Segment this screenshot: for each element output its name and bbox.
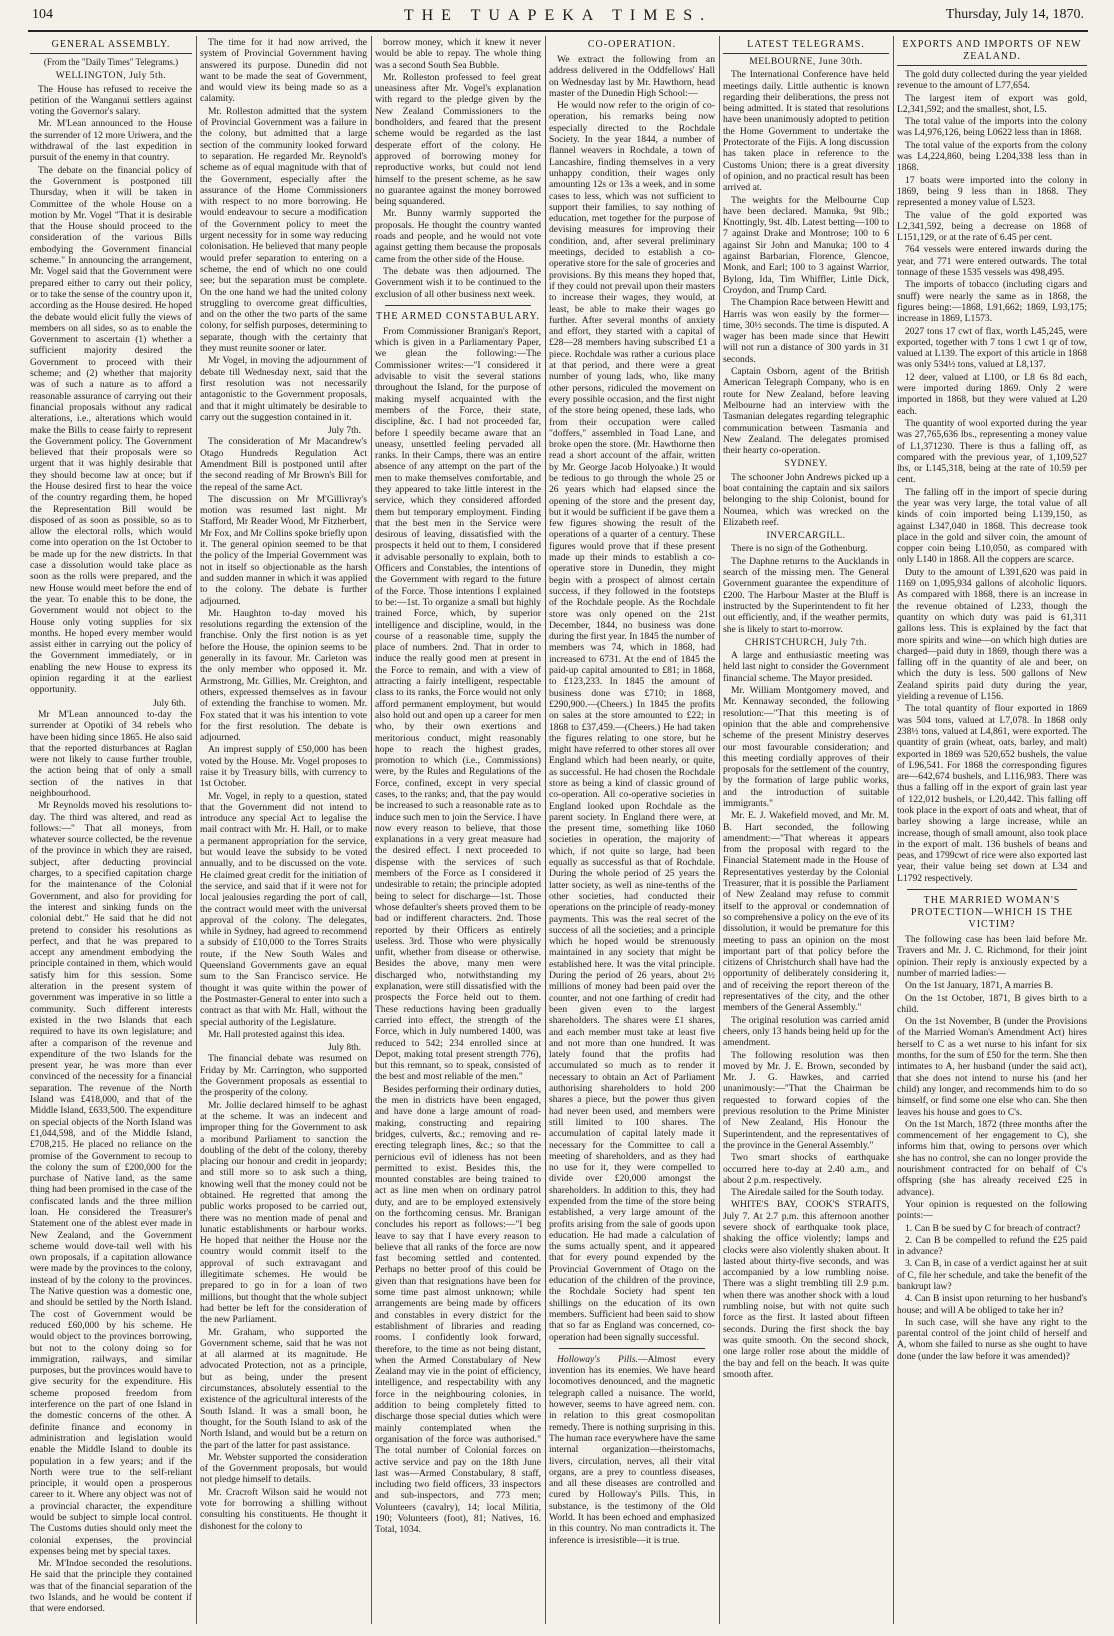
paragraph: 2. Can B be compelled to refund the £25 paid in advance? [897,1234,1087,1258]
paragraph: The following resolution was then moved by Mr. J. E. Brown, seconded by Mr. J. G. Hawkes, and carried unanimously:—"That the Chairman be requested to forward copies of the previous resolution to the Prime Minister of New Zealand, His Honour the Superintendent, and the representatives of the province in the General Assembly." [723,1049,889,1151]
column-latest-telegrams [723,37,889,1622]
masthead [28,0,1088,32]
column-rule [893,36,894,1624]
paragraph: The debate was then adjourned. The Government wish it to be continued to the exclusion of all other business next week. [375,265,541,300]
paragraph: The Daphne returns to the Aucklands in search of the missing men. The General Government guarantee the expenditure of £200. The Harbour Master at the Bluff is instructed by the Superintendent to fit her out efficiently, and, if the weather permits, she is likely to start to-morrow. [723,555,889,635]
paragraph: The falling off in the import of specie during the year was very large, the total value of all kinds of coin imported being L139,150, as against L347,040 in 1868. This decrease took place in the gold and silver coin, the amount of copper coin being L10,050, as compared with only L140 in 1868. All the coppers are scarce. [897,486,1087,566]
paragraph: borrow money, which it knew it never would be able to repay. The whole thing was a second South Sea Bubble. [375,37,541,71]
paragraph: The quantity of wool exported during the year was 27,765,636 lbs., representing a money value of L1,371230. There is thus a falling off, as compared with the previous year, of 1,109,527 lbs, or L145,318, being at the rate of 10.59 per cent. [897,417,1087,486]
paragraph: Mr. Bunny warmly supported the proposals. He thought the country wanted roads and people, and he would not vote against getting them because the proposals came from the other side of the House. [375,208,541,265]
paragraph: The Champion Race between Hewitt and Harris was won easily by the former—time, 30½ seconds. The time is disputed. A wager has been made since that Hewitt will not run a distance of 300 yards in 31 seconds. [723,297,889,365]
advert-text: —Almost every invention has its enemies. We have heard locomotives denounced, and the magnetic telegraph called a nuisance. The world, however, seems to have agreed nem. con. in relation to this great cosmopolitan remedy. There is nothing surprising in this. The human race everywhere have the same internal organization—theirstomachs, livers, circulation, nerves, all their vital organs, are a prey to countless diseases, and all these diseases are controlled and cured by Holloway's Pills. This, in substance, is the testimony of the Old World. It has been echoed and emphasized in this country. No man contradicts it. The inference is irresistible—it is true. [549,1353,715,1546]
paragraph: The time for it had now arrived, the system of Provincial Government having answered its purpose. Dunedin did not want to be made the seat of Government, and would view its being made so as a calamity. [200,37,367,105]
paragraph: Two smart shocks of earthquake occurred here to-day at 2.40 a.m., and about 2 p.m. respectively. [723,1152,889,1186]
paragraph: The original resolution was carried amid cheers, only 13 hands being held up for the amendment. [723,1014,889,1049]
paragraph: 1. Can B be sued by C for breach of contract? [905,1222,1081,1234]
paragraph: 4. Can B insist upon returning to her husband's house; and will A be obliged to take her in? [897,1293,1087,1316]
paragraph: Mr. Cracroft Wilson said he would not vote for borrowing a shilling without consulting his constituents. He thought it dishonest for the colony to [200,1486,367,1532]
dateline: WELLINGTON, July 5th. [55,71,167,82]
paragraph: The largest item of export was gold, L2,341,592; and the smallest, shot, L5. [897,92,1087,115]
column-rule [545,36,546,1624]
paragraph: Mr. Vogel, in reply to a question, stated that the Government did not intend to introduce any special Act to legalise the mail contract with Mr. H. Hall, or to make a permanent appropriation for the service, but would leave the subsidy to be voted annually, and to be discussed on the vote. He claimed great credit for the initiation of the service, and said that if it were not for local jealousies regarding the port of call, the contract would meet with the universal approval of the colony. The delegates, while in Sydney, had agreed to recommend a subsidy of £10,000 to the Torres Straits route, if the New South Wales and Queensland Governments gave an equal sum to the San Francisco service. He thought it was quite within the power of the Postmaster-General to enter into such a contract as that with Mr. Hall, without the special authority of the Legislature. [200,790,367,1028]
paragraph: Mr Reynolds moved his resolutions to-day. The third was altered, and read as follows:—" That all moneys, from whatever source collected, be the revenue of the province in which they are raised, subject, after deducting provincial charges, to a specified capitation charge for the maintenance of the Colonial Government, and also for providing for the interest and sinking funds on the colonial debt." He said that he did not pretend to consider his resolutions as perfect, and that he was prepared to accept any amendment embodying the principle contained in them, which would satisfy him for this session. Some alteration in the present system of government was imperative in so little a community. Such different interests existed in the two Islands that each required to have its own legislature; and after a comparison of the revenue and expenditure of the two Islands for the present year, he was more than ever convinced of the necessity for a financial separation. The revenue of the North Island was £418,000, and that of the Middle Island, £633,500. The expenditure on special objects of the North Island was £1,044,598, and of the Middle Island, £708,215. He placed no reliance on the promise of the Government to recoup to the colony the sum of £200,000 for the purchase of Native land, as the same thing had been promised in the case of the confiscated lands and the three million loan. He considered the Treasurer's Statement one of the ablest ever made in New Zealand, and the Government scheme would dove-tail well with his own proposals, if a capitation allowance were made by the provinces to the colony, instead of by the colony to the provinces. The Native question was a domestic one, and should be settled by the North Island. The cost of Government would be reduced £60,000 by his scheme. He would object to the provinces borrowing, but not to the colony doing so for immigration, railways, and similar purposes, but the provinces would have to give security for the expenditure. His scheme proposed freedom from interference on the part of one Island in the domestic concerns of the other. A definite finance and economy in administration and legislation would enable the Middle Island to double its population in a few years; and if the North were true to the self-reliant principle, it would open a prosperous career to it. Where any object was not of a provincial character, the expenditure would be subject to simple local control. The Customs duties should only meet the colonial expenses, the provincial expenses being met by special taxes. [30,800,192,1557]
paragraph: The total value of the imports into the colony was L4,976,126, being L0622 less than in 1868. [897,116,1087,139]
paragraph: We extract the following from an address delivered in the Oddfellows' Hall on Wednesday last by Mr. Hawthorn, head master of the Dunedin High School:— [549,54,715,99]
paragraph: Mr. M'Indoe seconded the resolutions. He said that the principle they contained was that of the financial separation of the two Islands, and he would be content if that were endorsed. [30,1558,192,1615]
paragraph: The Airedale sailed for the South today. [731,1187,884,1199]
paragraph: On the 1st November, B (under the Provisions of the Married Woman's Amendment Act) hires herself to C as a wet nurse to his infant for six months, for the sum of £50 for the term. She then intimates to A, her husband (under the said act), that she does not intend to nurse his (and her child) any longer, and recommends him to do so himself, or find some one else who can. She then leaves his house and goes to C's. [897,1016,1087,1118]
paragraph: From Commissioner Branigan's Report, which is given in a Parliamentary Paper, we glean the following:—The Commissioner writes:—"I considered it advisable to visit the several stations throughout the Island, for the purpose of making myself acquainted with the members of the Force, their state, discipline, &c. I had not proceeded far, before I speedily became aware that an uneasy, unsettled feeling pervaded all ranks. In their Camps, there was an entire absence of any attempt on the part of the men to make themselves comfortable, and they appeared to take little interest in the service, which they considered afforded them but temporary employment. Finding that the best men in the Service were desirous of leaving, dissatisfied with the prospects it held out to them, I considered it advisable personally to explain, both to Officers and Constables, the intentions of the Government with regard to the future of the Force. Those intentions I explained to be:—1st. To organize a small but highly trained Force, which, by superior intelligence and discipline, would, in the course of a reasonable time, supply the place of numbers. 2nd. That in order to induce the really good men at present in the Force to remain, and with a view of attracting a fairly intelligent, respectable class to its ranks, the Force would not only afford permanent employment, but would also hold out and open up a career for men who, by their own exertions and meritorious conduct, might reasonably hope to reach the highest grades, promotion to which (i.e., Commissions) were, by the Rules and Regulations of the Force, confined, except in very special cases, to the ranks; and, that the pay would be increased to such a reasonable rate as to induce such men to join the Service. I have now every reason to believe, that those explanations in a very great measure had the desired effect. I next proceeded to dispense with the services of such members of the Force as I considered it undesirable to retain; the principle adopted being to select for discharge—1st. Those whose defaulter's sheets proved them to be bad or indifferent characters. 2nd. Those reported by their Officers as entirely useless. 3rd. Those who were physically unfit, whether from disease or otherwise. Besides the above, many men were discharged who, notwithstanding my explanation, were still dissatisfied with the prospects the Force held out to them. These reductions having been gradually carried into effect, the strength of the Force, which in July numbered 1400, was reduced to 542; 234 enrolled since at Depot, making total present strength 776), but this remnant, so to speak, consisted of the best and most reliable of the men." [375,325,541,1083]
article-heading: GENERAL ASSEMBLY. [30,39,192,54]
paragraph: Mr. Rolleston professed to feel great uneasiness after Mr. Vogel's explanation with regard to the pledge given by the New Zealand Commissioners to the bondholders, and feared that the present scheme would be regarded as the last desperate effort of the colony. He approved of borrowing money for reproductive works, but could not lend himself to the present scheme, as he saw no guarantee against the money borrowed being squandered. [375,71,541,208]
paragraph: The value of the gold exported was L2,341,592, being a decrease on 1868 of L151,129, or at the rate of 6.45 per cent. [897,209,1087,244]
paragraph: In such case, will she have any right to the parental control of the joint child of herself and A, whom she failed to nurse as she ought to have done (under the law before it was amended)? [897,1316,1087,1362]
paragraph: The total value of the exports from the colony was L4,224,860, being L204,338 less than in 1868. [897,139,1087,174]
dateline: July 7th. [327,425,361,437]
paragraph: 12 deer, valued at L100, or L8 6s 8d each, were imported during 1869. Only 2 were imported in 1868, but they were valued at L20 each. [897,371,1087,417]
paragraph: Besides performing their ordinary duties, the men in districts have been engaged, and have done a large amount of road-making, constructing and repairing bridges, culverts, &c.; removing and re-erecting telegraph lines, &c.; so that the pernicious evil of idleness has not been permitted to exist. Besides this, the mounted constables are being trained to act as line men when on ordinary patrol duty, and are to be employed extensively on the forthcoming census. Mr. Branigan concludes his report as follows:—"I beg leave to say that I have every reason to believe that all ranks of the force are now fast becoming settled and contented. Perhaps no better proof of this could be given than that resignations have been for some time past almost unknown; while arrangements are being made by officers and constables in every district for the establishment of libraries and reading rooms. I confidently look forward, therefore, to the time as not being distant, when the Armed Constabulary of New Zealand may vie in the point of efficiency, intelligence, and respectability with any force in the neighbouring colonies, in addition to being completely fitted to discharge those special duties which were mainly contemplated when the organisation of the force was authorised." The total number of Colonial forces on active service and pay on the 18th June last was—Armed Constabulary, 8 staff, including two field officers, 33 inspectors and sub-inspectors, and 773 men; Volunteers (cavalry), 14; local Militia, 190; Volunteers (foot), 81; Natives, 16. Total, 1034. [375,1083,541,1536]
paragraph: The House has refused to receive the petition of the Wanganui settlers against voting the Governor's salary. [30,83,192,118]
newspaper-title: THE TUAPEKA TIMES. [403,7,713,24]
paragraph: The imports of tobacco (including cigars and snuff) were nearly the same as in 1868, the figures being:—1868, L91,662; 1869, L93,175; increase in 1869, L1573. [897,279,1087,325]
advertisement [549,1354,715,1546]
dateline: CHRISTCHURCH, July 7th. [744,637,868,648]
paragraph: 17 boats were imported into the colony in 1869, being 9 less than in 1868. They represented a money value of L523. [897,174,1087,209]
paragraph: Duty to the amount of L391,620 was paid in 1169 on 1,095,934 gallons of alcoholic liquors. As compared with 1868, there is an increase in the revenue obtained of L233, though the quantity on which duty was paid is 61,311 gallons less. This is explained by the fact that more spirits and wine—on which high duties are charged—paid duty in 1869, though there was a falling off in the quantity of ale and beer, on which the duty is less. 500 gallons of New Zealand spirits paid duty during the year, yielding a revenue of L156. [897,566,1087,703]
paragraph: Mr. Graham, who supported the Government scheme, said that he was not at all alarmed at its magnitude. He advocated Protection, not as a principle, but as being, under the present circumstances, absolutely essential to the existence of the agricultural interests of the South Island. It was a small boon, he thought, for the South Island to ask of the North Island, and would but be a return on the part of the latter for past assistance. [200,1326,367,1451]
dateline: July 6th. [152,697,186,709]
paragraph: On the 1st October, 1871, B gives birth to a child. [897,992,1087,1015]
article-heading: EXPORTS AND IMPORTS OF NEW ZEALAND. [897,39,1087,66]
column-rule [196,36,197,1624]
dateline: July 8th. [327,1042,361,1054]
paragraph: On the 1st March, 1872 (three months after the commencement of her engagement to C), she informs him that, owing to persons over which she has no control, she can no longer provide the nourishment contracted for on behalf of C's offspring (she has already received £25 in advance). [897,1118,1087,1198]
paragraph: Mr. Webster supported the consideration of the Government proposals, but would not pledge himself to details. [200,1451,367,1486]
dateline: MELBOURNE, June 30th. [749,57,863,67]
paragraph: Mr. Hall protested against this idea. [208,1028,345,1040]
paragraph: The discussion on Mr M'Gillivray's motion was resumed last night. Mr Stafford, Mr Reader Wood, Mr Fitzherbert, Mr Fox, and Mr Collins spoke briefly upon it. The general opinion seemed to be that the policy of the Imperial Government was not in itself so objectionable as the harsh and sudden manner in which it was applied to the colony. The debate is further adjourned. [200,493,367,607]
column-armed-constabulary [375,37,541,1622]
paragraph: WHITE'S BAY, COOK'S STRAITS, July 7. At 2.7 p.m. this afternoon another severe shock of earthquake took place, shaking the office violently; lamps and clocks were also violently shaken about. It lasted about thirty-five seconds, and was accompanied by a low rumbling noise. There was a slight trembling till 2.9 p.m. when there was another shock with a loud rumbling noise, but with not quite such force as the first. It lasted about fifteen seconds. During the first shock the bay was quite smooth. On the second shock, one large roller rose about the middle of the bay and fell on the beach. It was quite smooth after. [723,1199,889,1380]
article-source: (From the "Daily Times" Telegrams.) [43,57,179,67]
paragraph: 764 vessels were entered inwards during the year, and 771 were entered outwards. The total tonnage of these 1535 vessels was 498,495. [897,244,1087,279]
paragraph: Your opinion is requested on the following points:— [897,1198,1087,1222]
paragraph: Mr. M'Lean announced to the House the surrender of 12 more Uriwera, and the withdrawal of the last expedition in pursuit of the enemy in that country. [30,118,192,164]
dateline: INVERCARGILL. [766,531,846,542]
paragraph: The weights for the Melbourne Cup have been declared. Manuka, 9st 9lb.; Knottingly, 9st. 4lb. Latest betting—100 to 7 against Drake and Montrose; 100 to 6 against Sir John and Manuka; 100 to 4 against Barbarian, Florence, Glencoe, Monk, and Earl; 100 to 3 against Warrior, Bylong, Ida, Tim Whiffler, Little Dick, Croydon, and Trump Card. [723,194,889,296]
issue-date: Thursday, July 14, 1870. [945,7,1084,22]
paragraph: Mr. William Montgomery moved, and Mr. Kennaway seconded, the following resolution:—"That this meeting is of opinion that the able and comprehensive scheme of the present Ministry deserves our most favourable consideration; and this meeting cordially approves of their proposals for the settlement of the country, by the formation of large public works, and the introduction of suitable immigrants." [723,685,889,809]
paragraph: Captain Osborn, agent of the British American Telegraph Company, who is en route for New Zealand, before leaving Melbourne had an interview with the Tasmanian delegates regarding telegraphic communication between Tasmania and New Zealand. The delegates promised their hearty co-operation. [723,366,889,457]
paragraph: The debate on the financial policy of the Government is postponed till Thursday, when it will be taken in Committee of the whole House on a motion by Mr. Vogel "That it is desirable that the House should proceed to the consideration of the various Bills embodying the Government financial scheme." In announcing the arrangement, Mr. Vogel said that the Government were prepared either to carry out their policy, or to take the sense of the country upon it, according as the House desired. He hoped the debate would elicit fully the views of members on all sides, so as to enable the Government to ascertain (1) whether a sufficient majority desired the Government to proceed with their scheme; and (2) whether that majority was of such a nature as to afford a reasonable assurance of carrying out their financial proposals without any radical alterations, i.e., alterations which would make the Bills to cease fairly to represent the Government policy. The Government believed that their proposals were so urgent that it was highly desirable that they should become law at once; but if the House desired first to hear the voice of the country regarding them, he hoped the Representation Bill would be disposed of as soon as possible, so as to allow the electoral rolls, which would come into operation on the 1st October to be made up for the new districts. In that case a dissolution would take place as soon as the rolls were prepared, and the new House would meet before the end of the year. To enable this to be done, the Government would not object to the House only voting supplies for six months. He hoped every member would assist either in carrying out the policy of the Government immediately, or in enabling the new House to express its opinion regarding it at the earliest opportunity. [30,164,192,696]
divider [907,889,1077,890]
paragraph: The consideration of Mr Macandrew's Otago Hundreds Regulation Act Amendment Bill is postponed until after the second reading of Mr Brown's Bill for the repeal of the same Act. [200,436,367,493]
column-co-operation [549,37,715,1622]
advert-title: Holloway's Pills. [557,1353,638,1365]
divider [559,1348,705,1349]
paragraph: Mr. Rolleston admitted that the system of Provincial Government was a failure in the colony, but admitted that a large section of the community looked forward to separation. He regarded Mr. Reynold's scheme as of equal magnitude with that of the Government, especially after the assurance of the Home Commissioners with respect to no more borrowing. He would endeavour to secure a modification of the Government policy to meet the urgent necessity for in some way reducing colonisation. He believed that many people would prefer separation to entering on a scheme, the end of which no one could see; but the separation must be complete. On the one hand we had the united colony struggling to overcome great difficulties, and on the other the two parts of the same colony, for selfish purposes, determining to separate, though with the certainty that they must reunite sooner or later. [200,105,367,355]
paragraph: Mr M'Lean announced to-day the surrender at Opotiki of 34 rebels who have been hiding since 1865. He also said that the reported disturbances at Raglan were not likely to cause further trouble, the action being that of only a small section of the natives in that neighbourhood. [30,708,192,799]
paragraph: Mr. Haughton to-day moved his resolutions regarding the extension of the franchise. Only the first notion is as yet before the House, the opinion seems to be generally in its favour. Mr. Carleton was the only member who opposed it. Mr. Armstrong, Mr. Gillies, Mr. Creighton, and others, expressed themselves as in favour of extending the franchise to women. Mr. Fox stated that it was his intention to vote for the first resolution. The debate is adjourned. [200,607,367,744]
paragraph: The schooner John Andrews picked up a boat containing the captain and six sailors belonging to the ship Colonist, bound for Noumea, which was wrecked on the Elizabeth reef. [723,471,889,528]
paragraph: The total quantity of flour exported in 1869 was 504 tons, valued at L7,078. In 1868 only 238½ tons, valued at L4,861, were exported. The quantity of grain (wheat, oats, barley, and malt) exported in 1869 was 520,652 bushels, the value of L96,541. For 1868 the corresponding figures are—642,674 bushels, and L116,983. There was thus a falling off in the export of grain last year of 122,012 bushels, or L20,442. This falling off took place in the export of oats and wheat, that of barley showing a large increase, while an increase, though of small amount, also took place in the export of malt. 136 bushels of beans and peas, and 1799cwt of rice were also exported last year, their value being set down at L34 and L1792 respectively. [897,703,1087,884]
article-heading: THE MARRIED WOMAN'S PROTECTION—WHICH IS THE VICTIM? [910,895,1074,931]
paragraph: He would now refer to the origin of co-operation, his remarks being now especially directed to the Rochdale Society. In the year 1844, a number of flannel weavers in Rochdale, a town of Lancashire, finding themselves in a very unhappy condition, their wages only amounting 12s or 13s a week, and in some cases to less, which was not sufficient to support their families, to say nothing of education, met together for the purpose of devising measures for improving their condition, and, after several preliminary meetings, decided to establish a co-operative store for the sale of groceries and provisions. By this means they hoped that, if they could not prevail upon their masters to increase their wages, they would, at least, be able to make their wages go further. After several months of anxiety and effort, they started with a capital of £28—28 members having subscribed £1 a piece. Rochdale was rather a curious place at that period, and there were a great number of young lads, who, like many other persons, ridiculed the movement on every possible occasion, and the first night of the store being opened, these lads, who from their occupation were called "doffers," assembled in Toad Lane, and broke open the store. (Mr. Hawthorne then read a short account of the affair, written by Mr. George Jacob Holyoake.) It would be tedious to go through the whole 25 or 26 years which had elapsed since the opening of the store and the present day, but it would be sufficient if be gave them a few figures showing the result of the operations of a quarter of a century. These figures would prove that if these present made up their minds to establish a co-operative store in Dunedin, they might begin with a prospect of almost certain success, if they followed in the footsteps of the Rochdale people. As the Rochdale store was only opened on the 21st December, 1844, no business was done during the first year. In 1845 the number of members was 74, which in 1868, had increased to 6731. At the end of 1845 the paid-up capital amounted to £81; in 1868, to £123,233. In 1845 the amount of business done was £710; in 1868, £290,900.—(Cheers.) In 1845 the profits on sales at the store amounted to £22; in 1868 to £37,459.—(Cheers.) He had taken the figures relating to one store, but he might have referred to other stores all over England which had been nearly, or quite, as successful. He had chosen the Rochdale store as being a kind of classic ground of co-operation. All co-operative societies in England looked upon Rochdale as the parent society. In England there were, at the present time, something like 1060 societies in operation, the majority of which, if not quite so large, had been equally as successful as that of Rochdale. During the whole period of 25 years the latter society, as well as nine-tenths of the other societies, had conducted their operations on the principle of ready-money payments. This was the real secret of the success of all the societies; and a principle which he hoped would be strenuously maintained in any society that might be established here. It was the vital principle. During the period of 26 years, about 2½ millions of money had been paid over the counter, and not one farthing of credit had been given even to the largest shareholders. The shares were £1 shares, and each member must take at least five and not more than one hundred. It was lately found that the profits had accumulated so much as to render it necessary to obtain an Act of Parliament authorising shareholders to hold 200 shares a piece, but the power thus given had never been used, and members were still limited to 100 shares. The accumulation of capital lately made it necessary for the Committee to call a meeting of shareholders, and as they had no use for it, they were compelled to divide over £20,000 amongst the shareholders. In addition to this, they had expended from the time of the store being established, a very large amount of the profits arising from the sale of goods upon education. He had made a calculation of the sums actually spent, and it appeared that for every pound expended by the Provincial Government of Otago on the education of the children of the province, the Rochdale Society had spent ten shillings on the education of its own members. Sufficient had been said to show that so far as England was concerned, co-operation had been signally successful. [549,100,715,1343]
paragraph: 2027 tons 17 cwt of flax, worth L45,245, were exported, together with 7 tons 1 cwt 1 qr of tow, valued at L139. The export of this article in 1868 was only 534½ tons, valued at L8,137. [897,325,1087,371]
paragraph: Mr. Jollie declared himself to be aghast at the scheme. It was an indecent and improper thing for the Government to ask a moribund Parliament to sanction the doubling of the debt of the colony, thereby placing our honour and credit in jeopardy; and still more so to ask such a thing, knowing well that the money could not be obtained. He regretted that among the public works proposed to be carried out, there was no mention made of penal and lunatic establishments or harbour works. He hoped that neither the House nor the country would commit itself to the approval of such extravagant and illegitimate schemes. He would be prepared to go in for a loan of two millions, but thought that the whole subject had better be left for the consideration of the new Parliament. [200,1099,367,1326]
paragraph: An imprest supply of £50,000 has been voted by the House. Mr. Vogel proposes to raise it by Treasury bills, with currency to 1st October. [200,744,367,790]
paragraph: Mr Vogel, in moving the adjournment of debate till Wednesday next, said that the first resolution was not necessarily antagonistic to the Government proposals, and that it might ultimately be desirable to carry out the suggestion contained in it. [200,355,367,423]
paragraph: The following case has been laid before Mr. Travers and Mr. J. C. Richmond, for their joint opinion. Their reply is anxiously expected by a number of married ladies:— [897,934,1087,979]
paragraph: The gold duty collected during the year yielded revenue to the amount of L77,654. [897,69,1087,92]
paragraph: A large and enthusiastic meeting was held last night to consider the Government financial scheme. The Mayor presided. [723,650,889,684]
column-exports-imports [897,37,1087,1622]
paragraph: Mr. E. J. Wakefield moved, and Mr. M. B. Hart seconded, the following amendment:—"That whereas it appears from the proposal with regard to the Financial Statement made in the House of Representatives yesterday by the Colonial Treasurer, that it is possible the Parliament of New Zealand may refuse to commit itself to the approval or condemnation of so comprehensive a policy on the eve of its dissolution, it would be premature for this meeting to pass an opinion on the most important part of that policy before the citizens of Christchurch shall have had the opportunity of deliberately considering it, and of receiving the report thereon of the representatives of the city, and the other members of the General Assembly." [723,810,889,1014]
article-heading: LATEST TELEGRAMS. [723,39,889,54]
paragraph: The International Conference have held meetings daily. Little authentic is known regarding their deliberations, the press not being admitted. It is stated that resolutions have been unanimously adopted to petition the Home Government to undertake the Protectorate of the Fijis. A long discussion has taken place in reference to the Customs Union; there is a great diversity of opinion, and no practical result has been arrived at. [723,69,889,194]
article-heading: THE ARMED CONSTABULARY. [376,310,540,322]
paragraph: The financial debate was resumed on Friday by Mr. Carrington, who supported the Government proposals as essential to the prosperity of the colony. [200,1053,367,1099]
article-heading: CO-OPERATION. [587,39,677,50]
page-number: 104 [32,7,53,22]
paragraph: There is no sign of the Gothenburg. [731,543,868,555]
divider [385,305,531,306]
dateline: SYDNEY. [784,459,828,470]
paragraph: On the 1st January, 1871, A marries B. [905,980,1054,992]
column-general-assembly [30,37,192,1622]
column-rule [371,36,372,1624]
column-general-assembly-continued [200,37,367,1622]
paragraph: 3. Can B, in case of a verdict against her at suit of C, file her schedule, and take the benefit of the bankrupt law? [897,1258,1087,1292]
column-rule [719,36,720,1624]
